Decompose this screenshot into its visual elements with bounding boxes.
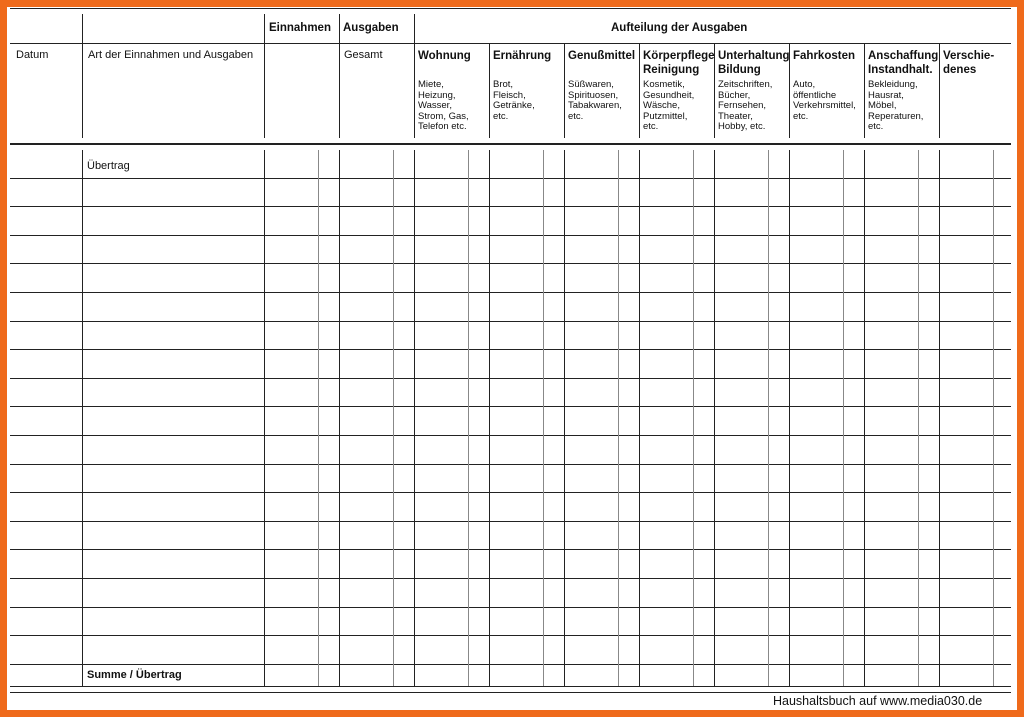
category-description-6: Bekleidung, Hausrat, Möbel, Reperaturen, etc. (868, 79, 924, 132)
category-title-0: Wohnung (418, 50, 471, 62)
header-column-separator (82, 14, 83, 138)
table-column-line (789, 150, 790, 686)
table-row-rule (10, 607, 1011, 608)
cents-divider-line (318, 150, 319, 686)
table-row-rule (10, 664, 1011, 665)
table-row-rule (10, 521, 1011, 522)
footer-credit: Haushaltsbuch auf www.media030.de (773, 694, 983, 708)
table-column-line (564, 150, 565, 686)
cents-divider-line (843, 150, 844, 686)
category-header-separator (939, 44, 940, 138)
table-row-rule (10, 549, 1011, 550)
table-row-rule (10, 349, 1011, 350)
table-row-rule (10, 178, 1011, 179)
table-column-line (714, 150, 715, 686)
cents-divider-line (468, 150, 469, 686)
category-title-4: Unterhaltung Bildung (718, 50, 790, 76)
category-description-3: Kosmetik, Gesundheit, Wäsche, Putzmittel, etc. (643, 79, 695, 132)
category-description-0: Miete, Heizung, Wasser, Strom, Gas, Telefon etc. (418, 79, 469, 132)
aufteilung-header: Aufteilung der Ausgaben (611, 22, 748, 34)
category-header-separator (639, 44, 640, 138)
category-description-5: Auto, öffentliche Verkehrsmittel, etc. (793, 79, 856, 122)
gesamt-column-header: Gesamt (344, 49, 383, 61)
art-column-header: Art der Einnahmen und Ausgaben (88, 49, 254, 61)
category-description-4: Zeitschriften, Bücher, Fernsehen, Theater, Hobby, etc. (718, 79, 773, 132)
table-bottom-rule (10, 686, 1011, 687)
header-column-separator (414, 14, 415, 138)
category-header-separator (864, 44, 865, 138)
table-row-rule (10, 435, 1011, 436)
cents-divider-line (768, 150, 769, 686)
table-row-rule (10, 635, 1011, 636)
table-column-line (639, 150, 640, 686)
category-title-1: Ernährung (493, 50, 552, 62)
table-row-rule (10, 378, 1011, 379)
datum-column-header: Datum (16, 49, 49, 61)
table-row-rule (10, 464, 1011, 465)
uebertrag-row-label: Übertrag (87, 160, 130, 172)
category-title-3: Körperpflege Reinigung (643, 50, 715, 76)
table-row-rule (10, 263, 1011, 264)
cents-divider-line (618, 150, 619, 686)
table-column-line (864, 150, 865, 686)
table-column-line (939, 150, 940, 686)
cents-divider-line (693, 150, 694, 686)
cents-divider-line (393, 150, 394, 686)
category-header-separator (489, 44, 490, 138)
category-title-6: Anschaffung Instandhalt. (868, 50, 939, 76)
category-header-separator (564, 44, 565, 138)
table-row-rule (10, 692, 1011, 693)
table-column-line (339, 150, 340, 686)
table-column-line (414, 150, 415, 686)
table-row-rule (10, 406, 1011, 407)
table-row-rule (10, 235, 1011, 236)
table-column-line (82, 150, 83, 686)
header-column-separator (339, 14, 340, 138)
cents-divider-line (993, 150, 994, 686)
table-row-rule (10, 206, 1011, 207)
header-rule (10, 43, 1011, 44)
category-description-2: Süßwaren, Spirituosen, Tabakwaren, etc. (568, 79, 622, 122)
table-row-rule (10, 292, 1011, 293)
table-column-line (489, 150, 490, 686)
cents-divider-line (918, 150, 919, 686)
category-title-5: Fahrkosten (793, 50, 855, 62)
cents-divider-line (543, 150, 544, 686)
summe-uebertrag-row-label: Summe / Übertrag (87, 669, 182, 681)
category-title-7: Verschie- denes (943, 50, 995, 76)
table-column-line (264, 150, 265, 686)
ausgaben-header: Ausgaben (343, 22, 399, 34)
category-description-1: Brot, Fleisch, Getränke, etc. (493, 79, 535, 122)
category-title-2: Genußmittel (568, 50, 636, 62)
header-column-separator (264, 14, 265, 138)
table-row-rule (10, 578, 1011, 579)
top-rule (10, 8, 1011, 9)
table-row-rule (10, 492, 1011, 493)
header-bottom-rule (10, 143, 1011, 145)
einnahmen-header: Einnahmen (269, 22, 331, 34)
table-row-rule (10, 321, 1011, 322)
